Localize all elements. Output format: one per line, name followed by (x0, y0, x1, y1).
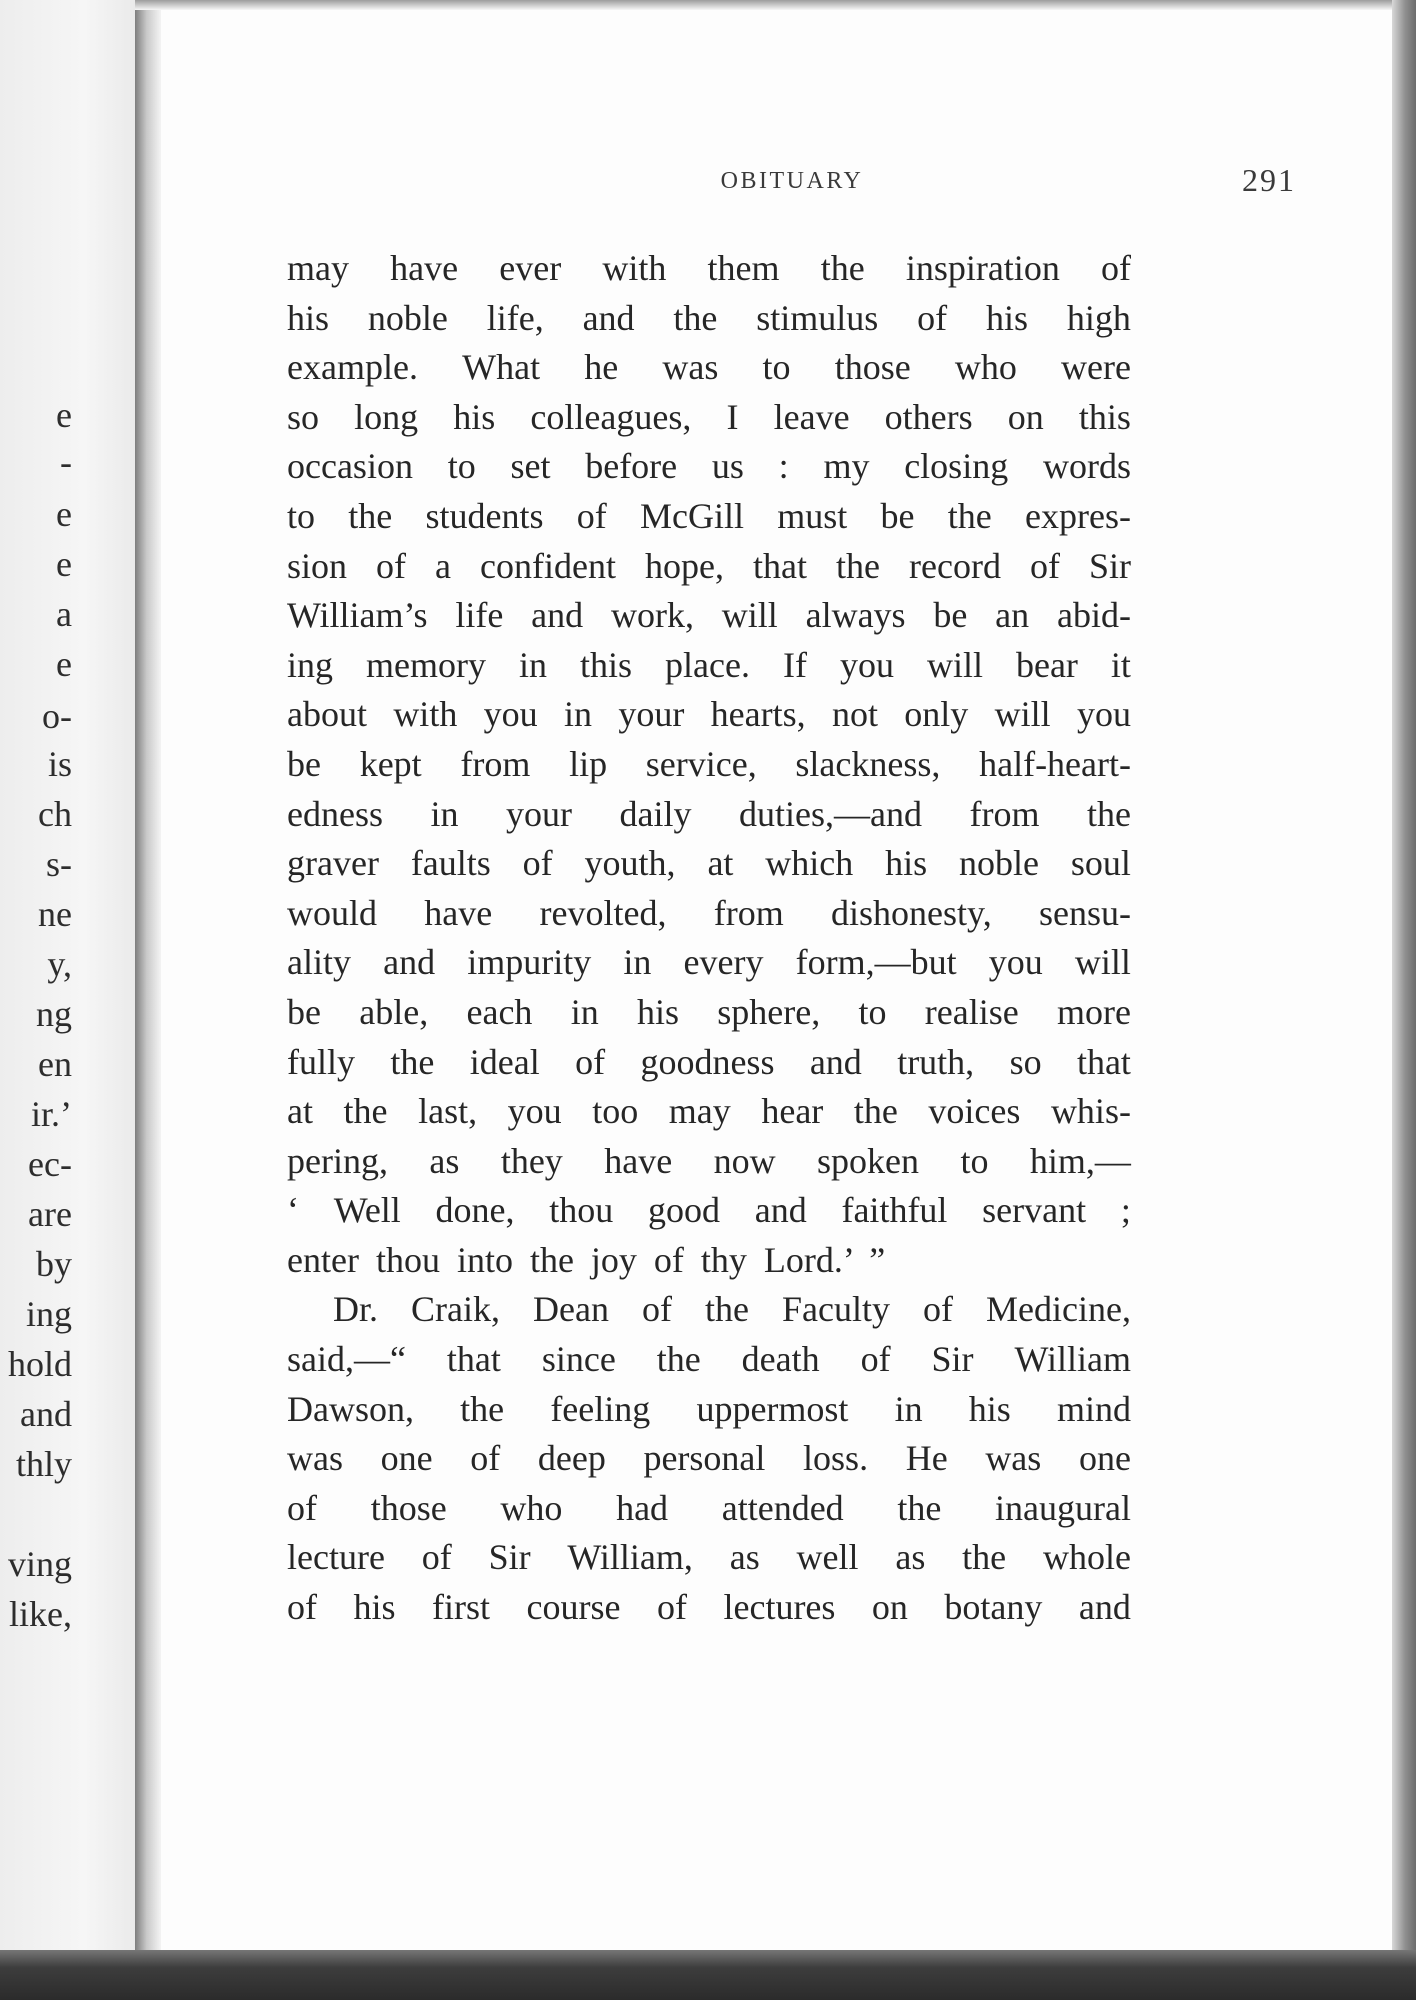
text-line (287, 1533, 1131, 1583)
word: dishonesty, (831, 892, 992, 933)
word: inaugural (995, 1487, 1131, 1528)
word: colleagues, (530, 396, 692, 437)
word: you (507, 1091, 562, 1132)
book-page (161, 10, 1392, 1950)
facing-page-fragment: ne (38, 894, 72, 934)
word: impurity (467, 942, 592, 983)
word: of (917, 297, 948, 338)
text-line (287, 740, 1131, 790)
word: from (969, 793, 1040, 834)
word: Sir (488, 1537, 531, 1578)
word: your (618, 694, 685, 735)
word: voices (928, 1091, 1021, 1132)
word: : (778, 446, 789, 487)
word: goodness (640, 1041, 775, 1082)
word: his (986, 297, 1029, 338)
word: and (531, 595, 584, 636)
text-line (287, 294, 1131, 344)
word: every (683, 942, 764, 983)
word: kept (359, 743, 422, 784)
word: well (796, 1537, 859, 1578)
word: noble (959, 843, 1040, 884)
word: of (656, 1587, 687, 1628)
word: form,—but (795, 942, 957, 983)
word: revolted, (539, 892, 667, 933)
word: good (648, 1190, 721, 1231)
word: thou (549, 1190, 614, 1231)
word: was (662, 347, 719, 388)
facing-page-fragment: s- (46, 844, 72, 884)
word: his (968, 1388, 1011, 1429)
facing-page-fragment: are (28, 1194, 72, 1234)
word: loss. (803, 1438, 869, 1479)
running-head (287, 162, 1297, 208)
word: of (575, 1041, 606, 1082)
page-header-title: OBITUARY (720, 168, 864, 194)
word: botany (944, 1587, 1043, 1628)
word: the (343, 1091, 388, 1132)
word: faults (410, 843, 491, 884)
word: you (988, 942, 1043, 983)
text-line (287, 988, 1131, 1038)
word: each (466, 991, 533, 1032)
body-text (287, 244, 1131, 1633)
word: done, (435, 1190, 515, 1231)
word: confident (480, 545, 616, 586)
word: so (287, 396, 320, 437)
word: the (705, 1289, 749, 1330)
word: others (884, 396, 973, 437)
word: have (604, 1140, 673, 1181)
word: you (839, 644, 894, 685)
word: memory (366, 644, 486, 685)
word: in (894, 1388, 923, 1429)
word: edness (287, 793, 383, 834)
word: long (354, 396, 419, 437)
word: inspiration (905, 248, 1060, 288)
word: my (823, 446, 870, 487)
word: of (576, 495, 607, 536)
word: work, (610, 595, 694, 636)
word: may (668, 1091, 731, 1132)
word: feeling (550, 1388, 651, 1429)
word: Craik, (411, 1289, 500, 1330)
word: that (1076, 1041, 1131, 1082)
word: them (707, 248, 780, 288)
word: abid- (1056, 595, 1131, 636)
text-line (287, 393, 1131, 443)
word: will (721, 595, 778, 636)
word: personal (643, 1438, 766, 1479)
word: was (985, 1438, 1042, 1479)
text-line (287, 1038, 1131, 1088)
word: on (871, 1587, 908, 1628)
word: the (836, 545, 880, 586)
word: from (460, 743, 531, 784)
word: one (1078, 1438, 1131, 1479)
word: his (453, 396, 496, 437)
word: you (1076, 694, 1131, 735)
word: his (287, 297, 330, 338)
word: uppermost (696, 1388, 849, 1429)
word: sensu- (1038, 892, 1131, 933)
word: the (820, 248, 865, 288)
word: will (926, 644, 983, 685)
word: the (962, 1537, 1007, 1578)
word: lectures (723, 1587, 836, 1628)
word: in (519, 644, 548, 685)
word: so (1009, 1041, 1042, 1082)
word: ideal (469, 1041, 540, 1082)
word: lip (569, 743, 608, 784)
facing-page-fragment: is (47, 744, 72, 784)
word: ; (1120, 1190, 1131, 1231)
word: life, (486, 297, 544, 338)
word: have (390, 248, 459, 288)
word: from (713, 892, 784, 933)
word: whole (1042, 1537, 1131, 1578)
text-line (287, 542, 1131, 592)
word: Dr. (333, 1289, 378, 1330)
text-line (287, 790, 1131, 840)
word: hear (761, 1091, 824, 1132)
word: the (460, 1388, 505, 1429)
page-right-edge (1392, 0, 1416, 1960)
word: the (673, 297, 718, 338)
text-line (287, 1434, 1131, 1484)
word: at (707, 843, 734, 884)
word: in (430, 793, 459, 834)
word: an (995, 595, 1030, 636)
word: in (623, 942, 652, 983)
word: of (287, 1487, 317, 1528)
word: a (435, 545, 452, 586)
word: be (287, 743, 321, 784)
word: I (726, 396, 739, 437)
text-line (287, 1385, 1131, 1435)
word: ‘ (287, 1190, 299, 1231)
word: and (809, 1041, 862, 1082)
word: hope, (645, 545, 724, 586)
word: his (636, 991, 679, 1032)
word: must (777, 495, 848, 536)
word: of (860, 1339, 891, 1380)
word: to (287, 495, 316, 536)
text-line: enter thou into the joy of thy Lord.’ ” (287, 1239, 886, 1280)
text-line (287, 839, 1131, 889)
word: servant (982, 1190, 1087, 1231)
word: too (592, 1091, 639, 1132)
facing-page-fragment: hold (7, 1344, 72, 1384)
word: bear (1015, 644, 1078, 685)
word: he (584, 347, 619, 388)
word: to (447, 446, 476, 487)
word: to (960, 1140, 989, 1181)
word: with (602, 248, 667, 288)
facing-page-fragment: y, (47, 944, 72, 984)
word: this (580, 644, 633, 685)
facing-page-fragment: ving (7, 1544, 72, 1584)
word: record (909, 545, 1001, 586)
facing-page-fragment: ec- (28, 1144, 72, 1184)
word: us (711, 446, 744, 487)
word: Faculty (782, 1289, 890, 1330)
word: which (765, 843, 854, 884)
word: of (376, 545, 407, 586)
word: and (754, 1190, 807, 1231)
word: the (1086, 793, 1131, 834)
word: lecture (287, 1537, 385, 1578)
word: may (287, 248, 349, 288)
word: death (741, 1339, 820, 1380)
facing-page-fragment: e (56, 644, 72, 684)
word: would (287, 892, 377, 933)
word: sphere, (717, 991, 821, 1032)
word: students (425, 495, 544, 536)
word: of (1100, 248, 1131, 288)
word: of (421, 1537, 452, 1578)
text-line (287, 690, 1131, 740)
word: who (954, 347, 1017, 388)
word: be (880, 495, 915, 536)
text-line (287, 1087, 1131, 1137)
word: Medicine, (986, 1289, 1131, 1330)
word: who (500, 1487, 563, 1528)
facing-page-fragment: a (56, 594, 72, 634)
word: the (390, 1041, 435, 1082)
word: those (834, 347, 911, 388)
word: that (753, 545, 807, 586)
word: slackness, (795, 743, 941, 784)
facing-page-fragment: ir.’ (31, 1094, 72, 1134)
word: occasion (287, 446, 413, 487)
scan-bottom-edge (0, 1950, 1416, 2000)
word: half-heart- (979, 743, 1131, 784)
word: about (287, 694, 367, 735)
word: duties,—and (738, 793, 922, 834)
word: be (287, 991, 321, 1032)
word: truth, (897, 1041, 975, 1082)
page-number: 291 (1242, 162, 1296, 198)
word: your (506, 793, 572, 834)
word: William, (567, 1537, 693, 1578)
word: had (616, 1487, 669, 1528)
facing-page-fragment: thly (15, 1444, 72, 1484)
word: and (1078, 1587, 1131, 1628)
word: example. (287, 347, 418, 388)
word: set (510, 446, 551, 487)
facing-page-fragment: ch (38, 794, 72, 834)
word: was (287, 1438, 343, 1479)
facing-page-fragment: like, (9, 1594, 72, 1634)
text-line (287, 938, 1131, 988)
word: William (1014, 1339, 1131, 1380)
word: ing (287, 644, 334, 685)
word: his (353, 1587, 396, 1628)
word: spoken (817, 1140, 920, 1181)
word: McGill (640, 495, 745, 536)
word: as (729, 1537, 760, 1578)
word: the (853, 1091, 898, 1132)
word: life (455, 595, 504, 636)
facing-page-fragment: and (20, 1394, 72, 1434)
word: high (1066, 297, 1131, 338)
word: first (432, 1587, 491, 1628)
word: fully (287, 1041, 355, 1082)
text-line (287, 244, 1131, 294)
word: last, (418, 1091, 478, 1132)
word: able, (359, 991, 429, 1032)
word: with (393, 694, 458, 735)
word: will (1074, 942, 1131, 983)
word: said,—“ (287, 1339, 406, 1380)
text-line (287, 492, 1131, 542)
word: the (897, 1487, 942, 1528)
facing-page-edge (0, 0, 143, 1960)
word: in (563, 694, 592, 735)
word: at (287, 1091, 313, 1132)
text-line (287, 1285, 1131, 1335)
word: Sir (1088, 545, 1131, 586)
word: of (470, 1438, 501, 1479)
facing-page-fragment: - (60, 442, 72, 482)
word: and (582, 297, 635, 338)
word: of (522, 843, 553, 884)
text-line (287, 591, 1131, 641)
word: soul (1070, 843, 1131, 884)
facing-page-fragment: e (56, 494, 72, 534)
word: What (462, 347, 541, 388)
text-line (287, 889, 1131, 939)
word: him,— (1029, 1140, 1131, 1181)
word: service, (645, 743, 757, 784)
word: this (1078, 396, 1131, 437)
text-line (287, 1583, 1131, 1633)
word: now (713, 1140, 776, 1181)
word: and (383, 942, 436, 983)
word: since (541, 1339, 616, 1380)
text-line (287, 442, 1131, 492)
word: mind (1056, 1388, 1131, 1429)
facing-page-fragment: en (38, 1044, 72, 1084)
word: pering, (287, 1140, 388, 1181)
word: Sir (931, 1339, 974, 1380)
word: one (380, 1438, 433, 1479)
word: the (348, 495, 393, 536)
word: words (1042, 446, 1131, 487)
word: of (923, 1289, 954, 1330)
word: of (287, 1587, 317, 1628)
book-gutter (135, 0, 161, 1960)
word: not (831, 694, 878, 735)
word: the (656, 1339, 701, 1380)
word: Well (333, 1190, 401, 1231)
facing-page-fragment: e (56, 544, 72, 584)
word: youth, (584, 843, 676, 884)
word: before (585, 446, 678, 487)
word: Dean (533, 1289, 609, 1330)
word: to (858, 991, 887, 1032)
word: that (446, 1339, 501, 1380)
word: were (1061, 347, 1131, 388)
word: only (904, 694, 969, 735)
word: the (947, 495, 992, 536)
word: closing (904, 446, 1009, 487)
text-line (287, 1186, 1131, 1236)
facing-page-fragment: e (56, 395, 72, 435)
word: on (1007, 396, 1044, 437)
word: those (370, 1487, 447, 1528)
text-line (287, 641, 1131, 691)
word: Dawson, (287, 1388, 414, 1429)
word: always (805, 595, 906, 636)
text-line (287, 1484, 1131, 1534)
word: his (885, 843, 928, 884)
word: graver (287, 843, 379, 884)
word: course (526, 1587, 621, 1628)
word: ality (287, 942, 351, 983)
word: stimulus (756, 297, 879, 338)
word: He (905, 1438, 948, 1479)
word: daily (619, 793, 692, 834)
word: you (483, 694, 538, 735)
word: noble (367, 297, 448, 338)
page-top-edge (135, 0, 1395, 10)
word: of (1029, 545, 1060, 586)
facing-page-fragment: o- (42, 696, 72, 736)
facing-page-fragment: ing (25, 1294, 72, 1334)
word: have (424, 892, 493, 933)
text-line (287, 343, 1131, 393)
word: expres- (1025, 495, 1131, 536)
word: in (570, 991, 599, 1032)
word: leave (773, 396, 850, 437)
text-line (287, 1137, 1131, 1187)
word: attended (721, 1487, 844, 1528)
facing-page-fragment: by (36, 1244, 72, 1284)
word: faithful (841, 1190, 948, 1231)
word: of (642, 1289, 672, 1330)
word: whis- (1050, 1091, 1131, 1132)
word: William’s (287, 595, 428, 636)
word: it (1110, 644, 1131, 685)
word: as (895, 1537, 926, 1578)
text-line (287, 1335, 1131, 1385)
word: be (933, 595, 968, 636)
word: sion (287, 545, 348, 586)
word: will (994, 694, 1051, 735)
word: they (500, 1140, 563, 1181)
word: If (782, 644, 807, 685)
word: place. (665, 644, 750, 685)
word: ever (499, 248, 562, 288)
word: more (1056, 991, 1131, 1032)
word: to (762, 347, 791, 388)
word: as (429, 1140, 460, 1181)
word: hearts, (710, 694, 806, 735)
word: realise (924, 991, 1019, 1032)
facing-page-fragment: ng (36, 994, 72, 1034)
word: deep (537, 1438, 606, 1479)
